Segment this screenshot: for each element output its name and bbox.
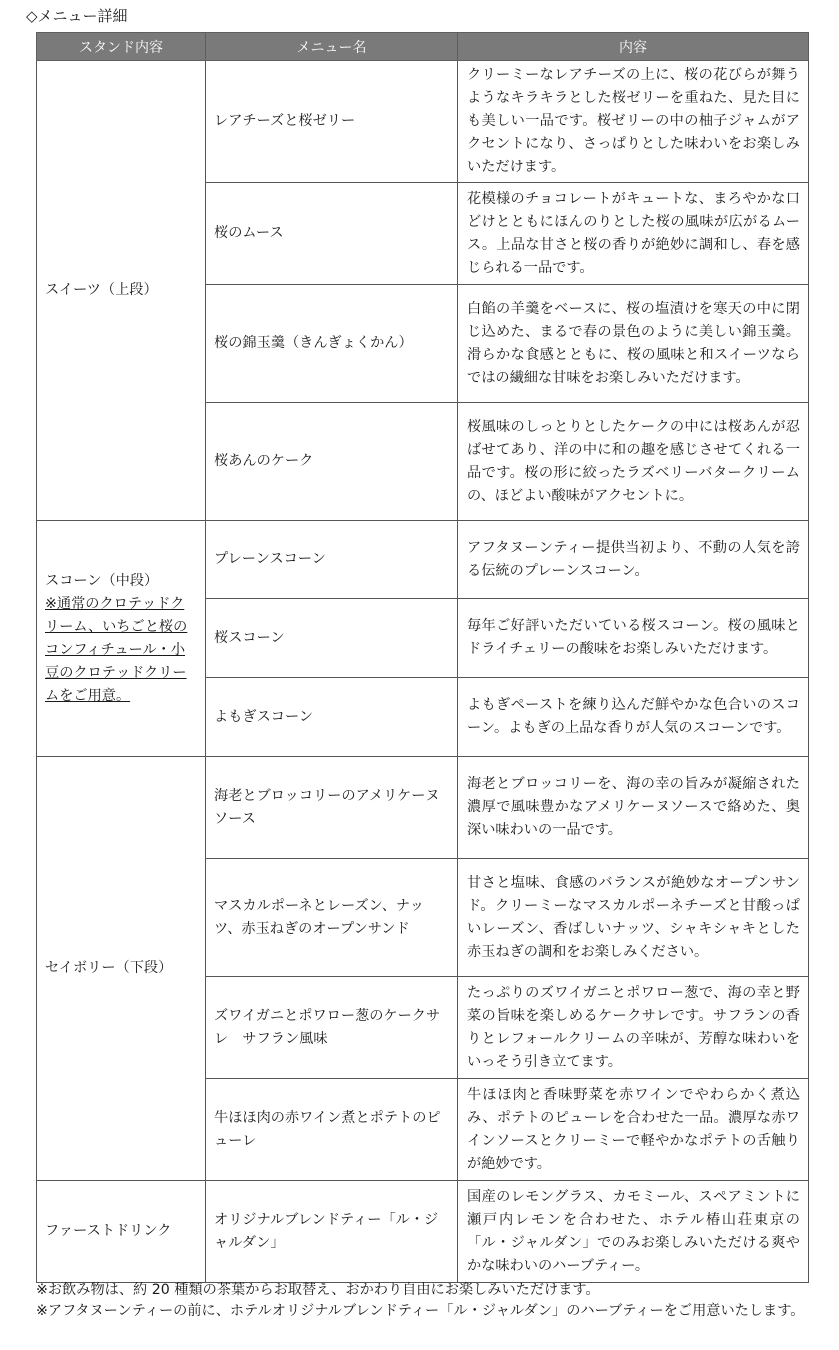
menu-desc-cell: 牛ほほ肉と香味野菜を赤ワインでやわらかく煮込み、ポテトのピューレを合わせた一品。濃厚な赤ワインソースとクリーミーで軽やかなポテトの舌触りが絶妙です。 [458, 1079, 809, 1181]
menu-name-cell: プレーンスコーン [206, 521, 458, 599]
stand-note: ※通常のクロテッドクリーム、いちごと桜のコンフィチュール・小豆のクロテッドクリームをご用意。 [45, 595, 188, 704]
menu-desc-cell: 桜風味のしっとりとしたケークの中には桜あんが忍ばせてあり、洋の中に和の趣を感じさせてくれる一品です。桜の形に絞ったラズベリーバタークリームの、ほどよい酸味がアクセントに。 [458, 403, 809, 521]
menu-desc-cell: 毎年ご好評いただいている桜スコーン。桜の風味とドライチェリーの酸味をお楽しみいただけます。 [458, 599, 809, 678]
menu-desc-cell: アフタヌーンティー提供当初より、不動の人気を誇る伝統のプレーンスコーン。 [458, 521, 809, 599]
header-stand: スタンド内容 [37, 33, 206, 61]
menu-name-cell: よもぎスコーン [206, 678, 458, 757]
stand-cell-first-drink [37, 1181, 206, 1283]
menu-desc-cell: クリーミーなレアチーズの上に、桜の花びらが舞うようなキラキラとした桜ゼリーを重ねた、見た目にも美しい一品です。桜ゼリーの中の柚子ジャムがアクセントになり、さっぱりとした味わいをお楽しみいただけます。 [458, 61, 809, 183]
table-row [37, 61, 809, 183]
stand-label: セイボリー（下段） [45, 960, 173, 976]
stand-label: ファーストドリンク [45, 1223, 172, 1239]
table-row [37, 521, 809, 599]
menu-name-cell: マスカルポーネとレーズン、ナッツ、赤玉ねぎのオープンサンド [206, 859, 458, 977]
menu-desc-cell: 国産のレモングラス、カモミール、スペアミントに瀬戸内レモンを合わせた、ホテル椿山荘東京の「ル・ジャルダン」でのみお楽しみいただける爽やかな味わいのハーブティー。 [458, 1181, 809, 1283]
menu-name-cell: オリジナルブレンドティー「ル・ジャルダン」 [206, 1181, 458, 1283]
menu-name-cell: 桜の錦玉羹（きんぎょくかん） [206, 285, 458, 403]
menu-name-cell: 桜のムース [206, 183, 458, 285]
footer-notes [36, 1280, 810, 1322]
table-row [37, 757, 809, 859]
menu-desc-cell: 花模様のチョコレートがキュートな、まろやかな口どけとともにほんのりとした桜の風味が広がるムース。上品な甘さと桜の香りが絶妙に調和し、春を感じられる一品です。 [458, 183, 809, 285]
header-content: 内容 [458, 33, 809, 61]
stand-cell-sweets [37, 61, 206, 521]
menu-name-cell: 海老とブロッコリーのアメリケーヌソース [206, 757, 458, 859]
menu-desc-cell: よもぎペーストを練り込んだ鮮やかな色合いのスコーン。よもぎの上品な香りが人気のスコーンです。 [458, 678, 809, 757]
stand-cell-scones [37, 521, 206, 757]
menu-desc-cell: たっぷりのズワイガニとポワロー葱で、海の幸と野菜の旨味を楽しめるケークサレです。サフランの香りとレフォールクリームの辛味が、芳醇な味わいをいっそう引き立てます。 [458, 977, 809, 1079]
menu-name-cell: 桜スコーン [206, 599, 458, 678]
menu-name-cell: レアチーズと桜ゼリー [206, 61, 458, 183]
menu-detail-table [36, 32, 809, 1283]
menu-desc-cell: 甘さと塩味、食感のバランスが絶妙なオープンサンド。クリーミーなマスカルポーネチーズと甘酸っぱいレーズン、香ばしいナッツ、シャキシャキとした赤玉ねぎの調和をお楽しみください。 [458, 859, 809, 977]
footer-note: ※アフタヌーンティーの前に、ホテルオリジナルブレンドティー「ル・ジャルダン」のハーブティーをご用意いたします。 [36, 1303, 805, 1319]
header-menu-name: メニュー名 [206, 33, 458, 61]
stand-label: スコーン（中段） [45, 572, 159, 589]
footer-note: ※お飲み物は、約 20 種類の茶葉からお取替え、おかわり自由にお楽しみいただけます。 [36, 1282, 600, 1298]
menu-desc-cell: 白餡の羊羹をベースに、桜の塩漬けを寒天の中に閉じ込めた、まるで春の景色のように美しい錦玉羹。滑らかな食感とともに、桜の風味と和スイーツならではの繊細な甘味をお楽しみいただけます。 [458, 285, 809, 403]
table-row [37, 1181, 809, 1283]
menu-name-cell: ズワイガニとポワロー葱のケークサレ サフラン風味 [206, 977, 458, 1079]
stand-label: スイーツ（上段） [45, 282, 158, 298]
menu-name-cell: 桜あんのケーク [206, 403, 458, 521]
stand-cell-savory [37, 757, 206, 1181]
table-header-row [37, 33, 809, 61]
menu-desc-cell: 海老とブロッコリーを、海の幸の旨みが凝縮された濃厚で風味豊かなアメリケーヌソースで絡めた、奥深い味わいの一品です。 [458, 757, 809, 859]
section-title: ◇メニュー詳細 [26, 7, 128, 25]
menu-name-cell: 牛ほほ肉の赤ワイン煮とポテトのピューレ [206, 1079, 458, 1181]
